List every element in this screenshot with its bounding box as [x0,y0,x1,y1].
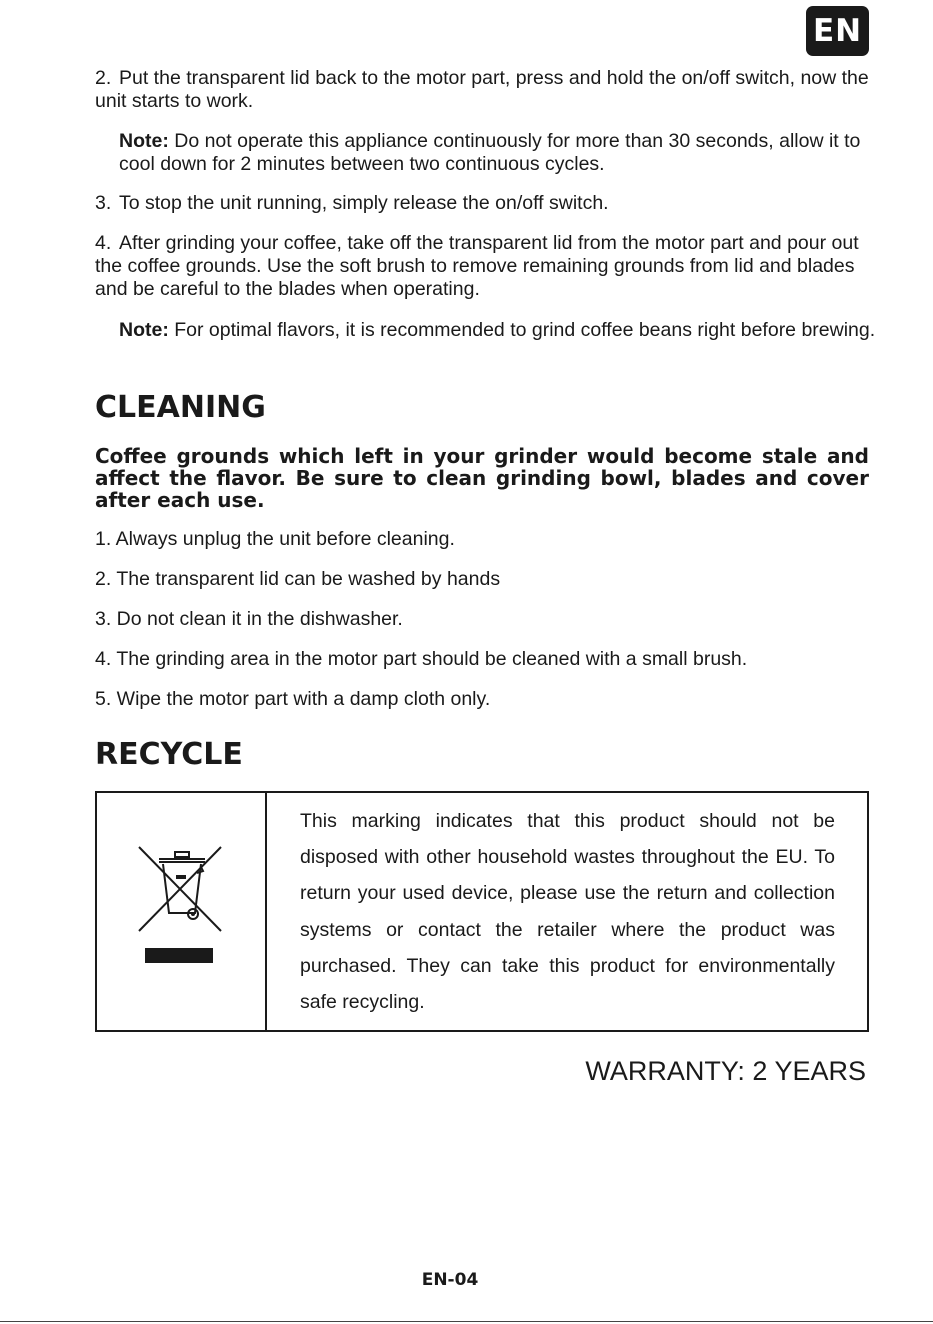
cleaning-item: 2. The transparent lid can be washed by hands [95,568,501,590]
page-bottom-rule [0,1321,933,1322]
page-number: EN-04 [421,1270,479,1290]
weee-crossed-bin-icon [97,793,265,1030]
step-text: To stop the unit running, simply release the on/off switch. [119,192,609,214]
step-text: After grinding your coffee, take off the transparent lid from the motor part and pour out the coffee grounds. Use the soft brush to remove remaining grounds from lid and blades and be careful to the blades when operating. [95,232,859,300]
warranty: WARRANTY: 2 YEARS [585,1056,866,1086]
language-badge: EN [806,6,869,56]
step-2 [95,67,869,113]
cleaning-item: 3. Do not clean it in the dishwasher. [95,608,403,630]
note-1 [95,130,893,176]
note-text: For optimal flavors, it is recommended to grind coffee beans right before brewing. [168,319,876,341]
cleaning-heading: CLEANING [95,390,266,425]
step-number: 4. [95,232,112,254]
step-text: Put the transparent lid back to the motor part, press and hold the on/off switch, now the unit starts to work. [95,67,869,112]
note-text: Do not operate this appliance continuously for more than 30 seconds, allow it to cool down for 2 minutes between two continuous cycles. [119,130,861,175]
step-number: 2. [95,67,112,89]
note-label: Note: [119,130,169,152]
recycle-heading: RECYCLE [95,737,243,772]
step-number: 3. [95,192,112,214]
cleaning-lead: Coffee grounds which left in your grinder would become stale and affect the flavor. Be sure to clean grinding bowl, blades and cover after each use. [95,444,869,512]
cleaning-item: 5. Wipe the motor part with a damp cloth only. [95,688,491,710]
step-3 [95,192,869,215]
step-4 [95,232,869,301]
note-2 [95,319,893,342]
cleaning-item: 4. The grinding area in the motor part should be cleaned with a small brush. [95,648,748,670]
recycle-text: This marking indicates that this product should not be disposed with other household wastes throughout the EU. To return your used device, please use the return and collection systems or contact the retailer where the product was purchased. They can take this product for environmentally safe recycling. [300,810,835,1014]
recycle-icon-cell [97,793,267,1030]
cleaning-item: 1. Always unplug the unit before cleaning. [95,528,455,550]
note-label: Note: [119,319,169,341]
